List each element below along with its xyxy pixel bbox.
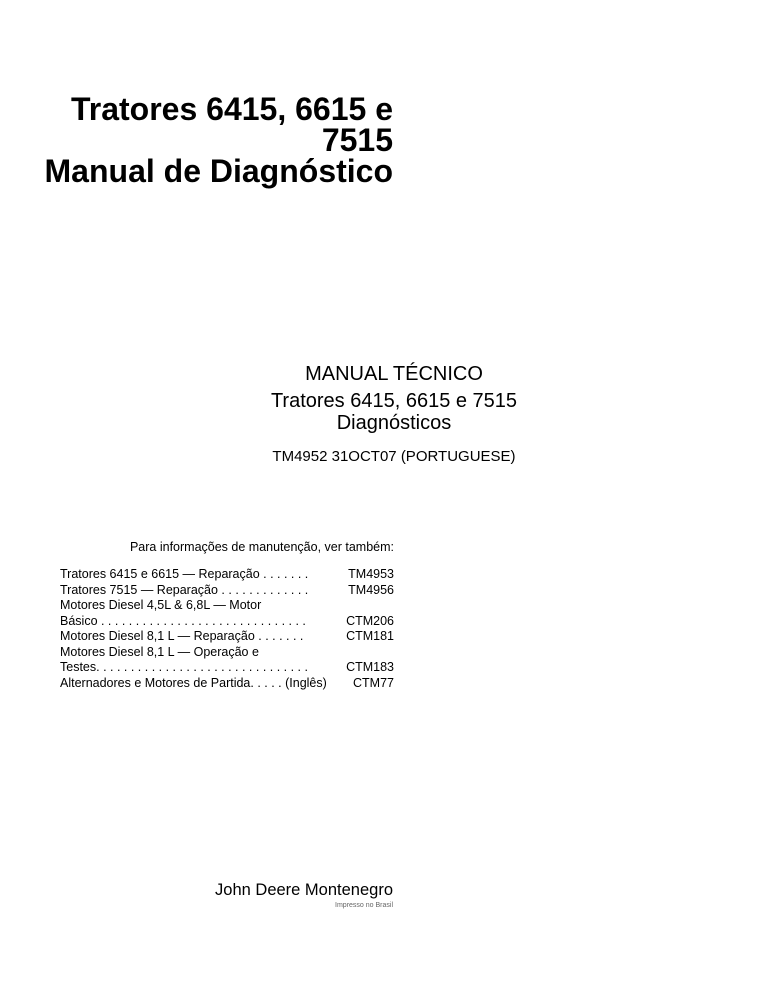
reference-label: Motores Diesel 8,1 L — Reparação . . . . . . . <box>60 629 304 643</box>
technical-manual-block <box>200 362 588 466</box>
manual-title-line-3: Manual de Diagnóstico <box>44 153 393 189</box>
reference-row <box>60 660 394 676</box>
reference-row <box>60 676 394 692</box>
reference-code: TM4953 <box>348 567 394 581</box>
reference-code: CTM181 <box>346 629 394 643</box>
manual-title-line-1: Tratores 6415, 6615 e <box>70 91 393 127</box>
printed-in-note: Impresso no Brasil <box>335 902 393 909</box>
reference-label: Tratores 6415 e 6615 — Reparação . . . . . . . <box>60 567 309 581</box>
manual-title <box>0 91 393 189</box>
company-name: John Deere Montenegro <box>215 881 393 899</box>
reference-label: Básico . . . . . . . . . . . . . . . . . . . . . . . . . . . . . . <box>60 613 306 628</box>
reference-label: Alternadores e Motores de Partida. . . . . (Inglês) <box>60 675 327 690</box>
reference-code: CTM77 <box>353 675 394 690</box>
technical-subtitle-line-2: Diagnósticos <box>336 412 452 434</box>
reference-row <box>60 583 394 599</box>
footer <box>215 880 393 910</box>
reference-label-continued: Motores Diesel 4,5L & 6,8L — Motor <box>60 598 262 612</box>
reference-label-continued: Motores Diesel 8,1 L — Operação e <box>60 644 259 659</box>
reference-code: TM4956 <box>348 582 394 597</box>
technical-manual-heading: MANUAL TÉCNICO <box>305 363 483 385</box>
reference-code: CTM183 <box>346 660 394 674</box>
manual-title-line-2: 7515 <box>321 122 393 158</box>
reference-list <box>60 540 394 691</box>
manual-code: TM4952 31OCT07 (PORTUGUESE) <box>272 448 516 465</box>
reference-row <box>60 629 394 645</box>
technical-manual-subtitle <box>200 390 588 434</box>
reference-intro: Para informações de manutenção, ver também: <box>129 540 394 554</box>
reference-row <box>60 567 394 583</box>
reference-row <box>60 614 394 630</box>
technical-subtitle-line-1: Tratores 6415, 6615 e 7515 <box>270 390 518 412</box>
reference-label: Tratores 7515 — Reparação . . . . . . . . . . . . . <box>60 582 309 597</box>
reference-code: CTM206 <box>346 613 394 628</box>
reference-label: Testes. . . . . . . . . . . . . . . . . . . . . . . . . . . . . . . <box>60 660 308 674</box>
